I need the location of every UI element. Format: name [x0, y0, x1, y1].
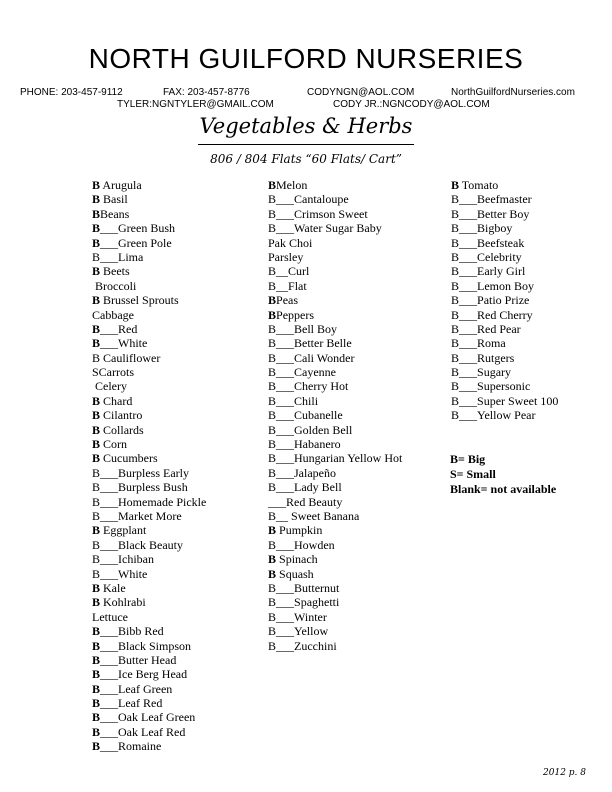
plant-name: Early Girl [477, 264, 526, 279]
email-cody-jr[interactable]: CODY JR.:NGNCODY@AOL.COM [333, 99, 490, 110]
blank-line: ___ [268, 494, 286, 509]
list-item [268, 293, 402, 307]
size-code: B [268, 523, 277, 538]
plant-name: Peppers [276, 307, 315, 322]
list-item [451, 264, 558, 278]
size-code: B [92, 451, 101, 466]
list-item [92, 394, 206, 408]
size-code: B [92, 739, 101, 754]
plant-name: Beefsteak [477, 235, 525, 250]
size-code: B [92, 178, 101, 192]
plant-name: Market More [118, 508, 182, 523]
blank-line: B___ [451, 321, 478, 336]
plant-name: Hungarian Yellow Hot [294, 451, 403, 466]
size-code: B [92, 724, 101, 739]
size-code: B [92, 696, 101, 711]
plant-name: Curl [288, 264, 310, 279]
size-code: B [92, 624, 101, 639]
blank-line: ___ [100, 321, 119, 336]
list-item [451, 351, 558, 365]
plant-name: Rutgers [477, 350, 515, 365]
size-code: B [92, 408, 101, 423]
list-item [268, 466, 402, 480]
list-item [92, 739, 206, 753]
blank-line: B___ [451, 307, 478, 322]
list-item [268, 480, 402, 494]
blank-line: ___ [100, 710, 119, 725]
size-legend [450, 452, 556, 497]
blank-line: B___ [92, 480, 119, 495]
plant-name: Supersonic [477, 379, 531, 394]
plant-name: Green Bush [118, 221, 176, 236]
plant-name: Ice Berg Head [118, 667, 188, 682]
list-item [92, 451, 206, 465]
blank-line: ___ [100, 739, 119, 754]
list-item [92, 250, 206, 264]
blank-line: B___ [451, 206, 478, 221]
list-item [92, 480, 206, 494]
list-item [268, 595, 402, 609]
list-item [92, 236, 206, 250]
list-item [268, 581, 402, 595]
plant-name: Cherry Hot [294, 379, 349, 394]
list-item [268, 451, 402, 465]
page-title: Vegetables & Herbs [199, 114, 413, 138]
plant-name: SCarrots [92, 365, 134, 380]
blank-line: B___ [268, 537, 295, 552]
plant-name: Tomato [459, 178, 499, 192]
list-item [92, 667, 206, 681]
list-item [268, 365, 402, 379]
blank-line: B___ [451, 278, 478, 293]
size-code: B [92, 710, 101, 725]
blank-line: B___ [92, 566, 119, 581]
plant-name: Pumpkin [276, 523, 323, 538]
email-primary[interactable]: CODYNGN@AOL.COM [307, 87, 415, 98]
plant-name: Cali Wonder [294, 350, 355, 365]
list-item [92, 509, 206, 523]
blank-line: B___ [268, 465, 295, 480]
list-item [92, 365, 206, 379]
list-item [92, 178, 206, 192]
list-item [92, 624, 206, 638]
plant-name: Romaine [118, 739, 162, 754]
plant-name: Red [118, 321, 138, 336]
plant-name: Red Beauty [286, 494, 343, 509]
plant-name: Basil [100, 192, 128, 207]
plant-name: Black Beauty [118, 537, 183, 552]
blank-line: B___ [92, 552, 119, 567]
plant-name: Lady Bell [294, 480, 342, 495]
list-item [92, 653, 206, 667]
blank-line: B__ [268, 278, 289, 293]
plant-name: Spinach [276, 552, 318, 567]
blank-line: B___ [92, 249, 119, 264]
list-item [268, 624, 402, 638]
list-item [268, 336, 402, 350]
blank-line: B___ [451, 293, 478, 308]
blank-line: ___ [100, 681, 119, 696]
list-item [451, 293, 558, 307]
plant-name: Eggplant [100, 523, 147, 538]
plant-name: White [118, 336, 148, 351]
size-code: B [92, 206, 101, 221]
blank-line: B___ [268, 638, 295, 653]
blank-line: B___ [92, 465, 119, 480]
list-item [268, 178, 402, 192]
plant-name: Green Pole [118, 235, 172, 250]
blank-line: B___ [268, 393, 295, 408]
list-item [451, 308, 558, 322]
blank-line: B___ [451, 393, 478, 408]
plant-name: Red Cherry [477, 307, 533, 322]
plant-name: White [118, 566, 148, 581]
company-name: NORTH GUILFORD NURSERIES [88, 43, 524, 74]
size-code: B [92, 681, 101, 696]
title-divider [198, 144, 414, 145]
vegetable-list-column-3 [451, 178, 558, 423]
plant-name: Yellow Pear [477, 408, 536, 423]
list-item [92, 423, 206, 437]
list-item [451, 250, 558, 264]
plant-name: Lemon Boy [477, 278, 535, 293]
list-item [268, 610, 402, 624]
list-item [268, 538, 402, 552]
list-item [451, 408, 558, 422]
blank-line: B___ [92, 508, 119, 523]
plant-name: Kale [100, 580, 126, 595]
list-item [92, 710, 206, 724]
plant-name: Bigboy [477, 221, 513, 236]
size-code: B [92, 321, 101, 336]
size-code: B [92, 595, 101, 610]
plant-name: Squash [276, 566, 314, 581]
list-item [451, 394, 558, 408]
size-code: B [92, 192, 101, 207]
blank-line: B___ [268, 437, 295, 452]
blank-line: B___ [268, 408, 295, 423]
list-item [268, 437, 402, 451]
blank-line: B___ [92, 494, 119, 509]
size-code: B [92, 652, 101, 667]
list-item [92, 595, 206, 609]
list-item [92, 639, 206, 653]
plant-name: Crimson Sweet [294, 206, 368, 221]
plant-name: Beets [100, 264, 130, 279]
list-item [92, 351, 206, 365]
list-item [92, 696, 206, 710]
blank-line: ___ [100, 724, 119, 739]
plant-name: Habanero [294, 437, 341, 452]
plant-name: B Cauliflower [92, 350, 161, 365]
list-item [268, 639, 402, 653]
list-item [451, 236, 558, 250]
list-item [92, 308, 206, 322]
plant-name: Red Pear [477, 321, 521, 336]
blank-line: ___ [100, 235, 119, 250]
plant-name: Chili [294, 393, 319, 408]
list-item [92, 437, 206, 451]
blank-line: B___ [451, 264, 478, 279]
plant-name: Leaf Red [118, 696, 163, 711]
blank-line: B__ [268, 508, 289, 523]
plant-name: Lettuce [92, 609, 128, 624]
list-item [92, 610, 206, 624]
plant-name: Broccoli [92, 278, 137, 293]
plant-name: Howden [294, 537, 335, 552]
flats-info: 806 / 804 Flats “60 Flats/ Cart” [210, 152, 402, 166]
plant-name: Patio Prize [477, 293, 530, 308]
plant-name: Kohlrabi [100, 595, 146, 610]
plant-name: Peas [276, 293, 299, 308]
plant-name: Corn [100, 437, 128, 452]
plant-name: Ichiban [118, 552, 154, 567]
size-code: B [92, 437, 101, 452]
list-item [268, 279, 402, 293]
plant-name: Better Boy [477, 206, 530, 221]
plant-name: Spaghetti [294, 595, 340, 610]
blank-line: B___ [268, 379, 295, 394]
plant-name: Parsley [268, 249, 304, 264]
list-item [451, 178, 558, 192]
list-item [268, 495, 402, 509]
list-item [92, 495, 206, 509]
list-item [92, 552, 206, 566]
list-item [268, 379, 402, 393]
list-item [451, 365, 558, 379]
plant-name: Flat [288, 278, 307, 293]
blank-line: ___ [100, 652, 119, 667]
list-item [268, 192, 402, 206]
plant-name: Leaf Green [118, 681, 173, 696]
blank-line: B___ [451, 249, 478, 264]
vegetable-list-column-1 [92, 178, 206, 754]
list-item [268, 207, 402, 221]
plant-name: Celery [92, 379, 127, 394]
plant-name: Oak Leaf Red [118, 724, 186, 739]
legend-item: Blank= not available [450, 482, 557, 496]
blank-line: ___ [100, 221, 119, 236]
blank-line: B___ [268, 451, 295, 466]
list-item [92, 279, 206, 293]
plant-name: Burpless Early [118, 465, 190, 480]
list-item [268, 236, 402, 250]
list-item [92, 682, 206, 696]
plant-name: Cubanelle [294, 408, 343, 423]
blank-line: B___ [451, 235, 478, 250]
list-item [451, 207, 558, 221]
plant-name: Cucumbers [100, 451, 158, 466]
size-code: B [92, 638, 101, 653]
size-code: B [92, 293, 101, 308]
list-item [268, 351, 402, 365]
plant-name: Lima [118, 249, 144, 264]
blank-line: B___ [451, 336, 478, 351]
list-item [92, 466, 206, 480]
plant-name: Yellow [294, 624, 329, 639]
blank-line: B___ [268, 595, 295, 610]
size-code: B [268, 178, 277, 192]
list-item [268, 567, 402, 581]
plant-name: Arugula [100, 178, 142, 192]
list-item [268, 408, 402, 422]
size-code: B [268, 293, 277, 308]
plant-name: Bell Boy [294, 321, 338, 336]
blank-line: B___ [268, 206, 295, 221]
blank-line: ___ [100, 667, 119, 682]
list-item [268, 394, 402, 408]
list-item [92, 221, 206, 235]
page-footer: 2012 p. 8 [543, 768, 586, 778]
blank-line: B__ [268, 264, 289, 279]
size-code: B [268, 307, 277, 322]
list-item [92, 567, 206, 581]
plant-name: Melon [276, 178, 308, 192]
blank-line: B___ [268, 609, 295, 624]
size-code: B [451, 178, 460, 192]
size-code: B [92, 336, 101, 351]
list-item [92, 408, 206, 422]
plant-name: Jalapeño [294, 465, 336, 480]
blank-line: B___ [268, 624, 295, 639]
plant-name: Cilantro [100, 408, 143, 423]
size-code: B [92, 667, 101, 682]
plant-name: Butter Head [118, 652, 177, 667]
size-code: B [268, 566, 277, 581]
blank-line: B___ [451, 365, 478, 380]
plant-name: Better Belle [294, 336, 352, 351]
plant-name: Homemade Pickle [118, 494, 207, 509]
plant-name: Black Simpson [118, 638, 192, 653]
blank-line: B___ [268, 350, 295, 365]
list-item [268, 423, 402, 437]
email-tyler[interactable]: TYLER:NGNTYLER@GMAIL.COM [117, 99, 274, 110]
legend-item: S= Small [450, 467, 496, 481]
list-item [268, 509, 402, 523]
list-item [92, 264, 206, 278]
plant-name: Burpless Bush [118, 480, 188, 495]
plant-name: Winter [294, 609, 327, 624]
blank-line: B___ [268, 221, 295, 236]
list-item [92, 581, 206, 595]
blank-line: B___ [92, 537, 119, 552]
list-item [451, 279, 558, 293]
list-item [92, 725, 206, 739]
blank-line: B___ [268, 192, 295, 207]
size-code: B [92, 580, 101, 595]
list-item [268, 221, 402, 235]
plant-name: Brussel Sprouts [100, 293, 179, 308]
blank-line: ___ [100, 624, 119, 639]
legend-item: B= Big [450, 452, 486, 466]
plant-name: Oak Leaf Green [118, 710, 196, 725]
list-item [268, 264, 402, 278]
list-item [451, 336, 558, 350]
plant-name: Sweet Banana [288, 508, 360, 523]
plant-name: Water Sugar Baby [294, 221, 382, 236]
size-code: B [92, 221, 101, 236]
list-item [92, 293, 206, 307]
blank-line: B___ [268, 365, 295, 380]
plant-name: Pak Choi [268, 235, 313, 250]
blank-line: ___ [100, 336, 119, 351]
list-item [92, 207, 206, 221]
size-code: B [92, 393, 101, 408]
blank-line: B___ [451, 379, 478, 394]
size-code: B [92, 264, 101, 279]
list-item [92, 192, 206, 206]
blank-line: B___ [268, 580, 295, 595]
size-code: B [92, 422, 101, 437]
size-code: B [92, 235, 101, 250]
plant-name: Beefmaster [477, 192, 532, 207]
plant-name: Celebrity [477, 249, 522, 264]
plant-name: Bibb Red [118, 624, 164, 639]
list-item [92, 379, 206, 393]
blank-line: B___ [268, 321, 295, 336]
blank-line: B___ [451, 350, 478, 365]
size-code: B [268, 552, 277, 567]
plant-name: Golden Bell [294, 422, 353, 437]
list-item [451, 379, 558, 393]
plant-name: Cantaloupe [294, 192, 349, 207]
plant-name: Butternut [294, 580, 340, 595]
plant-name: Beans [100, 206, 130, 221]
plant-name: Zucchini [294, 638, 337, 653]
website-link[interactable]: NorthGuilfordNurseries.com [451, 87, 575, 98]
blank-line: B___ [268, 336, 295, 351]
list-item [451, 221, 558, 235]
list-item [92, 538, 206, 552]
list-item [268, 552, 402, 566]
list-item [268, 308, 402, 322]
size-code: B [92, 523, 101, 538]
blank-line: B___ [451, 192, 478, 207]
plant-name: Collards [100, 422, 144, 437]
blank-line: B___ [268, 422, 295, 437]
blank-line: B___ [268, 480, 295, 495]
blank-line: B___ [451, 408, 478, 423]
plant-name: Roma [477, 336, 506, 351]
list-item [451, 192, 558, 206]
plant-name: Cabbage [92, 307, 134, 322]
blank-line: ___ [100, 696, 119, 711]
phone-number: PHONE: 203-457-9112 [20, 87, 123, 98]
list-item [92, 322, 206, 336]
list-item [451, 322, 558, 336]
fax-number: FAX: 203-457-8776 [163, 87, 250, 98]
list-item [92, 336, 206, 350]
plant-name: Cayenne [294, 365, 336, 380]
list-item [268, 322, 402, 336]
list-item [268, 250, 402, 264]
plant-name: Sugary [477, 365, 512, 380]
blank-line: B___ [451, 221, 478, 236]
plant-name: Chard [100, 393, 133, 408]
blank-line: ___ [100, 638, 119, 653]
plant-name: Super Sweet 100 [477, 393, 559, 408]
vegetable-list-column-2 [268, 178, 402, 653]
list-item [268, 523, 402, 537]
list-item [92, 523, 206, 537]
